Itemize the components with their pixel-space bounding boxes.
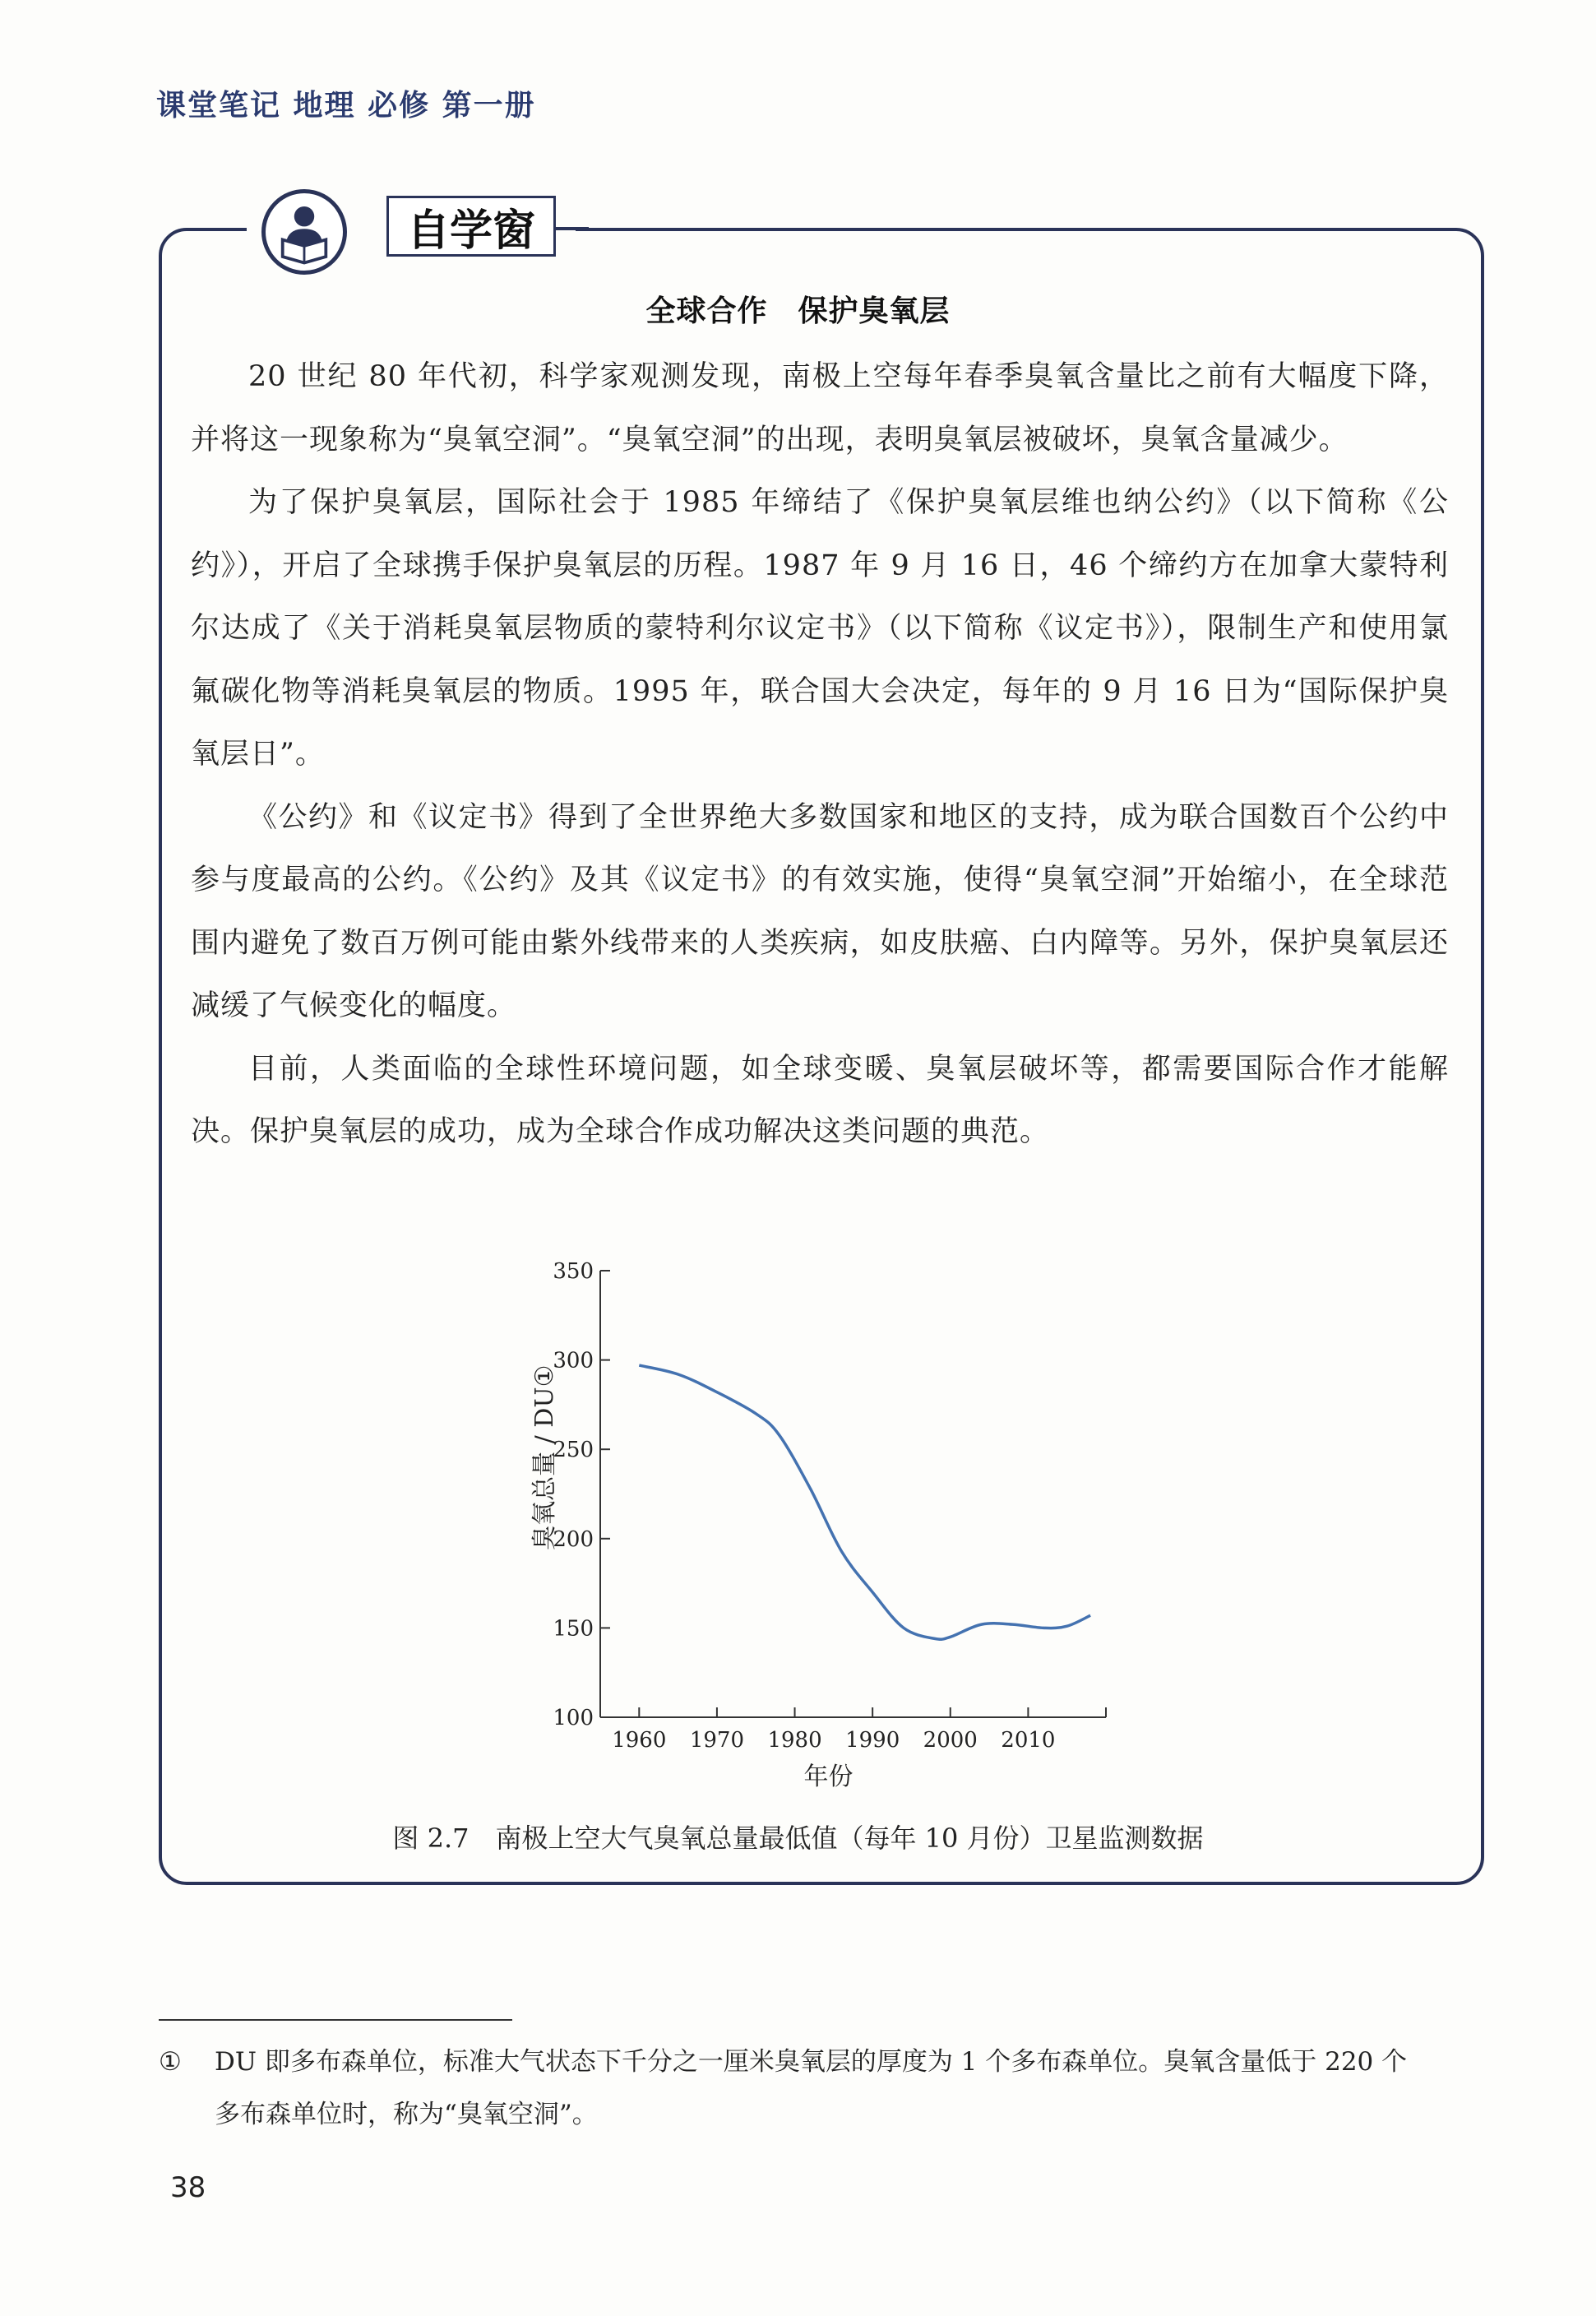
- x-tick-label: 2010: [1001, 1728, 1056, 1753]
- x-tick-label: 1980: [767, 1728, 822, 1753]
- box-label-rule: [556, 227, 589, 230]
- figure-caption: 图 2.7 南极上空大气臭氧总量最低值（每年 10 月份）卫星监测数据: [392, 1823, 1204, 1854]
- x-tick-label: 1990: [845, 1728, 900, 1753]
- paragraph: 目前，人类面临的全球性环境问题，如全球变暖、臭氧层破坏等，都需要国际合作才能解决。保护臭氧层的成功，成为全球合作成功解决这类问题的典范。: [191, 1052, 1449, 1148]
- x-tick-label: 1970: [689, 1728, 745, 1753]
- y-tick-label: 350: [553, 1259, 594, 1284]
- y-tick-label: 100: [553, 1706, 594, 1730]
- ozone-series-line: [639, 1365, 1090, 1639]
- box-label: 自学窗: [386, 196, 556, 257]
- ozone-chart-svg: [493, 1238, 1135, 1813]
- page-number: 38: [170, 2171, 206, 2204]
- footnote-line-1: DU 即多布森单位，标准大气状态下千分之一厘米臭氧层的厚度为 1 个多布森单位。臭氧含量低于 220 个: [215, 2047, 1408, 2077]
- reader-icon: [261, 189, 347, 275]
- footnote-mark: ①: [159, 2047, 182, 2077]
- y-axis-label: 臭氧总量 / DU①: [530, 1364, 559, 1550]
- paragraph: 20 世纪 80 年代初，科学家观测发现，南极上空每年春季臭氧含量比之前有大幅度下降，并将这一现象称为“臭氧空洞”。“臭氧空洞”的出现，表明臭氧层被破坏，臭氧含量减少。: [191, 360, 1449, 456]
- x-axis-label: 年份: [803, 1762, 854, 1791]
- running-header: 课堂笔记 地理 必修 第一册: [156, 89, 536, 123]
- y-tick-label: 150: [553, 1616, 594, 1642]
- footnote-rule: [159, 2019, 512, 2021]
- x-tick-label: 2000: [923, 1728, 978, 1753]
- box-body: [191, 345, 1449, 1164]
- box-title: 全球合作 保护臭氧层: [645, 294, 951, 328]
- y-tick-label: 200: [553, 1526, 594, 1552]
- y-tick-label: 300: [553, 1348, 594, 1373]
- paragraph: 《公约》和《议定书》得到了全世界绝大多数国家和地区的支持，成为联合国数百个公约中参与度最高的公约。《公约》及其《议定书》的有效实施，使得“臭氧空洞”开始缩小，在全球范围内避免了数百万例可能由紫外线带来的人类疾病，如皮肤癌、白内障等。另外，保护臭氧层还减缓了气候变化的幅度。: [191, 800, 1449, 1022]
- footnote-line-2: 多布森单位时，称为“臭氧空洞”。: [215, 2100, 598, 2129]
- footnote: [159, 2036, 1491, 2141]
- x-tick-label: 1960: [612, 1728, 667, 1753]
- ozone-chart: [493, 1238, 1135, 1813]
- y-tick-label: 250: [553, 1438, 594, 1463]
- paragraph: 为了保护臭氧层，国际社会于 1985 年缔结了《保护臭氧层维也纳公约》（以下简称《公约》），开启了全球携手保护臭氧层的历程。1987 年 9 月 16 日，46 个缔约方在加拿大蒙特利尔达成了《关于消耗臭氧层物质的蒙特利尔议定书》（以下简称《议定书》），限制生产和使用氯氟碳化物等消耗臭氧层的物质。1995 年，联合国大会决定，每年的 9 月 16 日为“国际保护臭氧层日”。: [191, 486, 1449, 771]
